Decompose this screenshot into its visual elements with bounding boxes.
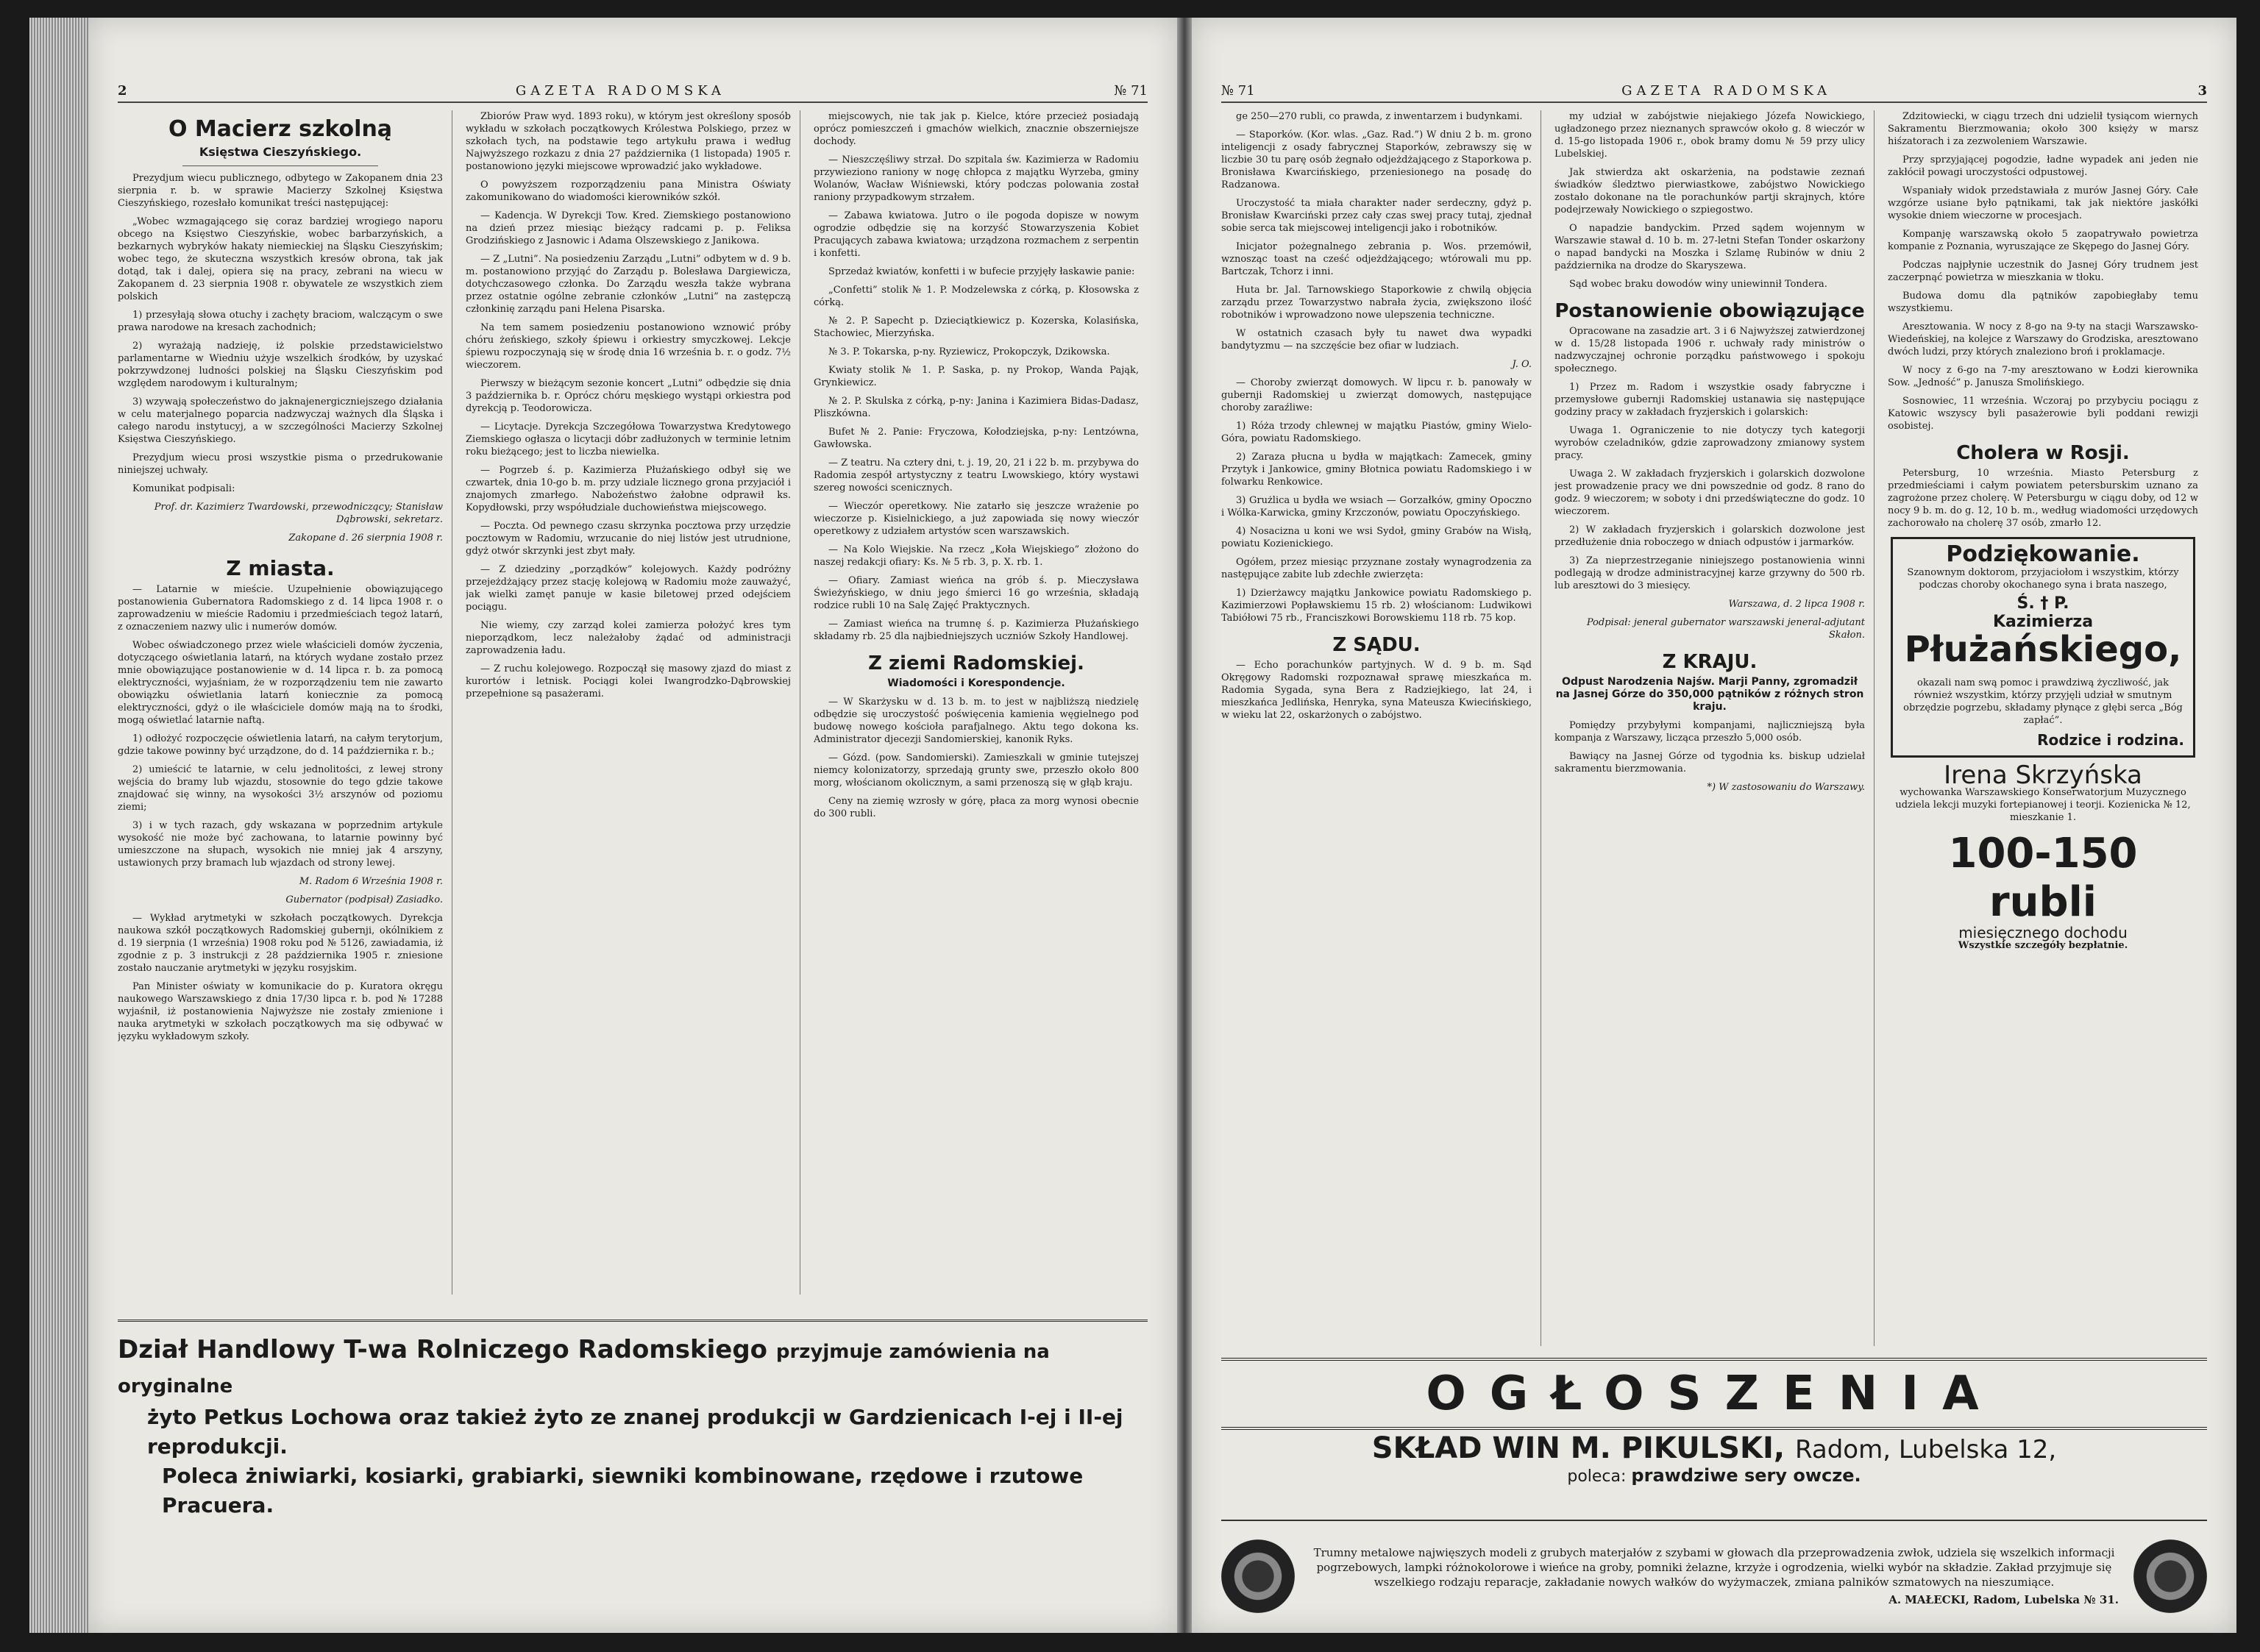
paragraph: Inicjator pożegnalnego zebrania p. Wos. przemówił, wznosząc toast na cześć odjeżdżającego; wtórowali mu pp. Bartczak, Tchorz i inni. xyxy=(1221,241,1532,277)
left-running-head xyxy=(118,79,1148,103)
paragraph: 3) Za nieprzestrzeganie niniejszego postanowienia winni podlegają w drodze administracyjnej karze grzywny do 500 rb. lub aresztowi do 3 miesięcy. xyxy=(1554,555,1865,591)
paragraph: Aresztowania. W nocy z 8-go na 9-ty na stacji Warszawsko-Wiedeńskiej, na kolejce z Warszawy do Grodziska, aresztowano dwóch ludzi, przy których znaleziono broń i proklamacje. xyxy=(1888,321,2198,357)
paragraph: Sąd wobec braku dowodów winy uniewinnił Tondera. xyxy=(1569,279,1827,290)
paragraph: „Wobec wzmagającego się coraz bardziej wrogiego naporu obcego na Księstwo Cieszyńskie, wobec barbarzyńskich, a bezkarnych wybryków hakaty niemieckiej na Śląsku Cieszyńskim; wobec tego, że skuteczna wszystkich kresów obrona, tak jak dotąd, tak i dalej, opiera się na pracy, zebrani na wiecu w Zakopanem d. 23 sierpnia 1908 r. obywatele ze wszystkich ziem polskich xyxy=(118,216,443,302)
emblem-icon xyxy=(1221,1539,1295,1613)
ad-line-1 xyxy=(118,1334,1148,1403)
paragraph: 3) wzywają społeczeństwo do jaknajenergiczniejszego działania w celu materjalnego poparcia nadzwyczaj ważnych dla Śląska i całego narodu instytucyj, a w szczególności Macierzy Szkolnej Księstwa Cieszyńskiego. xyxy=(118,396,443,445)
paragraph: — Ofiary. Zamiast wieńca na grób ś. p. Mieczysława Świeżyńskiego, w dniu jego śmierci 16 go września, składają rodzice rubli 10 na Salę Zajęć Praktycznych. xyxy=(814,575,1139,611)
paragraph: — Gózd. (pow. Sandomierski). Zamieszkali w gminie tutejszej niemcy kolonizatorzy, sprzedają grunty swe, przeszło około 800 morg, włościanom okolicznym, a sami przenoszą się w głąb kraju. xyxy=(814,752,1139,788)
paragraph: Bufet № 2. Panie: Fryczowa, Kołodziejska, p-ny: Lentzówna, Gawłowska. xyxy=(814,427,1139,450)
paragraph: Kwiaty stolik № 1. P. Saska, p. ny Prokop, Wanda Pająk, Grynkiewicz. xyxy=(814,365,1139,388)
signatories: Prof. dr. Kazimierz Twardowski, przewodniczący; Stanisław Dąbrowski, sekretarz. xyxy=(154,502,443,525)
paragraph: Zbiorów Praw wyd. 1893 roku), w którym jest określony sposób wykładu w szkołach początkowych Królestwa Polskiego, przez w szkołach tych, na podstawie tego artykułu prawa i według Najwyższego rozkazu z dnia 27 października (1 listopada) 1905 r. postanowiono języki miejscowe wprowadzić jako wykładowe. xyxy=(466,111,791,172)
wine-shop-offer-label: poleca: xyxy=(1567,1467,1627,1486)
book-edge xyxy=(29,18,88,1633)
paragraph: — W Skarżysku w d. 13 b. m. to jest w najbliższą niedzielę odbędzie się uroczystość poświęcenia kamienia węgielnego pod budowę nowego kościoła parafjalnego. Aktu tego dokona ks. Administrator djecezji Sandomierskiej, kanonik Ryks. xyxy=(814,697,1139,745)
paragraph: Wspaniały widok przedstawiała z murów Jasnej Góry. Całe wzgórze usiane było pątnikami, tak jak niektóre jaskółki wysokie dniem wieczorne w procesjach. xyxy=(1888,185,2198,221)
article-headline: O Macierz szkolną xyxy=(168,116,393,142)
paragraph: ge 250—270 rubli, co prawda, z inwentarzem i budynkami. xyxy=(1236,111,1523,122)
paragraph: Bawiący na Jasnej Górze od tygodnia ks. biskup udzielał sakramentu bierzmowania. xyxy=(1554,751,1865,775)
signature: Warszawa, d. 2 lipca 1908 r. xyxy=(1728,599,1865,610)
left-column-1 xyxy=(118,110,452,1295)
section-title: Z miasta. xyxy=(226,556,335,580)
right-column-1 xyxy=(1221,110,1541,1346)
paragraph: № 2. P. Skulska z córką, p-ny: Janina i Kazimiera Bidas-Dadasz, Pliszkówna. xyxy=(814,396,1139,419)
left-column-2 xyxy=(466,110,800,1295)
issue-number: № 71 xyxy=(1114,82,1148,99)
paragraph: — Z dziedziny „porządków” kolejowych. Każdy podróżny przejeżdżający przez stację kolejową w Radomiu może zauważyć, jak wielki zamęt panuje w kasie biletowej przed odejściem pociągu. xyxy=(466,564,791,613)
section-subtitle: Odpust Narodzenia Najśw. Marji Panny, zgromadził na Jasnej Górze do 350,000 pątników z różnych stron kraju. xyxy=(1555,676,1864,713)
right-column-2 xyxy=(1554,110,1875,1346)
article-subhead: Księstwa Cieszyńskiego. xyxy=(199,145,362,159)
paragraph: Huta br. Jal. Tarnowskiego Staporkowie z chwilą objęcia zarządu przez Towarzystwo nabrała życia, zwiększono ilość robotników i wprowadzono nowe ulepszenia techniczne. xyxy=(1221,285,1532,321)
dateline: Zakopane d. 26 sierpnia 1908 r. xyxy=(288,533,443,544)
paragraph: Przy sprzyjającej pogodzie, ładne wypadek ani jeden nie zakłócił powagi uroczystości odpustowej. xyxy=(1888,154,2198,178)
divider xyxy=(182,165,377,166)
coffin-maker-text-block xyxy=(1310,1545,2119,1607)
wine-shop-advertisement xyxy=(1221,1431,2207,1486)
ad-line-1-rest: przyjmuje zamówienia na oryginalne xyxy=(118,1341,1050,1398)
paragraph: Komunikat podpisali: xyxy=(132,483,235,494)
paragraph: Na tem samem posiedzeniu postanowiono wznowić próby chóru żeńskiego, szkoły śpiewu i orkiestry smyczkowej. Lekcje śpiewu rozpoczynają się w środę dnia 16 września b. r. o godz. 7½ wieczorem. xyxy=(466,322,791,371)
notice-signature: Rodzice i rodzina. xyxy=(2037,731,2184,749)
signature: J. O. xyxy=(1512,359,1532,370)
paragraph: № 3. P. Tokarska, p-ny. Ryziewicz, Prokopczyk, Dzikowska. xyxy=(828,346,1110,357)
wine-shop-offer: prawdziwe sery owcze. xyxy=(1631,1465,1861,1486)
paragraph: — Z teatru. Na cztery dni, t. j. 19, 20, 21 i 22 b. m. przybywa do Radomia zespół artystyczny z teatru Lwowskiego, który wystawi szereg nowości scenicznych. xyxy=(814,457,1139,494)
notice-surname: Płużańskiego, xyxy=(1904,629,2182,670)
music-teacher-name: Irena Skrzyńska xyxy=(1944,761,2142,790)
book-gutter xyxy=(1177,18,1192,1633)
thank-you-notice xyxy=(1891,537,2195,758)
coffin-maker-text: Trumny metalowe najwięszych modeli z grubych materjałów z szybami w głowach dla przeprowadzenia zwłok, udziela się wszelkich informacji pogrzebowych, lampki różnokolorowe i wieńce na groby, pomniki żelazne, krzyże i ogrodzenia, wielki wybór na składzie. Zakład przyjmuje się wszelkiego rodzaju reparacje, zakładanie nowych wałków do wyżymaczek, zmiana palników szmatowych na nieszumiące. xyxy=(1313,1546,2115,1589)
paragraph: № 2. P. Sapecht p. Dzieciątkiewicz p. Kozerska, Kolasińska, Stachowiec, Mierzyńska. xyxy=(814,316,1139,339)
page-number: 3 xyxy=(2197,82,2207,99)
paragraph: 1) odłożyć rozpoczęcie oświetlenia latarń, na całym terytorjum, gdzie takowe powinny być urządzone, do d. 14 października r. b.; xyxy=(118,733,443,757)
paragraph: Uroczystość ta miała charakter nader serdeczny, gdyż p. Bronisław Kwarciński przez cały czas swej pracy tutaj, zjednał sobie serca tak miejscowej inteligencji jako i robotników. xyxy=(1221,198,1532,234)
ad-line-2: żyto Petkus Lochowa oraz takież żyto ze znanej produkcji w Gardzienicach I-ej i II-ej reprodukcji. xyxy=(147,1405,1123,1459)
paragraph: — Zamiast wieńca na trumnę ś. p. Kazimierza Płużańskiego składamy rb. 25 dla najbiedniejszych uczniów Szkoły Handlowej. xyxy=(814,619,1139,642)
notice-name-prefix: Ś. † P. xyxy=(2016,594,2069,613)
paragraph: 2) Zaraza płucna u bydła w majątkach: Zamecek, gminy Przytyk i Jankowice, gminy Błotnica powiatu Radomskiego i w folwarku Renkowice. xyxy=(1221,452,1532,488)
paragraph: 3) Grużlica u bydła we wsiach — Gorzałków, gminy Opoczno i Wólka-Karwicka, gminy Krzczonów, powiatu Opoczyńskiego. xyxy=(1221,495,1532,519)
paragraph: Podczas najpłynie uczestnik do Jasnej Góry trudnem jest zaczerpnąć powietrza w mieszkania w tłoku. xyxy=(1888,260,2198,283)
paragraph: — Wieczór operetkowy. Nie zatarło się jeszcze wrażenie po wieczorze p. Kisielnickiego, a już zapowiada się nowy wieczór operetkowy z udziałem artystów scen warszawskich. xyxy=(814,501,1139,537)
music-teacher-text: wychowanka Warszawskiego Konserwatorjum Muzycznego udziela lekcji muzyki fortepianowej i teorji. Kozienicka № 12, mieszkanie 1. xyxy=(1895,787,2191,823)
paragraph: Zdzitowiecki, w ciągu trzech dni udzielił tysiącom wiernych Sakramentu Bierzmowania; około 300 księży w marsz hiśzatorach i za zezwoleniem Warszawie. xyxy=(1888,111,2198,147)
income-ad-text: Wszystkie szczegóły bezpłatnie. xyxy=(1958,940,2128,951)
section-title: Z SĄDU. xyxy=(1332,634,1421,656)
signature: M. Radom 6 Września 1908 r. xyxy=(299,876,443,887)
paragraph: Sprzedaż kwiatów, konfetti i w bufecie przyjęły łaskawie panie: xyxy=(828,266,1135,277)
paragraph: Nie wiemy, czy zarząd kolei zamierza położyć kres tym nieporządkom, lecz należałoby żądać od administracji zaprowadzenia ładu. xyxy=(466,620,791,656)
notice-title: Podziękowanie. xyxy=(1946,541,2140,567)
paragraph: miejscowych, nie tak jak p. Kielce, które przecież posiadają oprócz pomieszczeń i gmachów wielkich, znacznie obszerniejsze dochody. xyxy=(814,111,1139,147)
wine-shop-headline xyxy=(1221,1431,2207,1465)
paragraph: O powyższem rozporządzeniu pana Ministra Oświaty zakomunikowano do wiadomości kierowników szkół. xyxy=(466,179,791,203)
right-running-head xyxy=(1221,79,2207,103)
section-title: Cholera w Rosji. xyxy=(1956,442,2130,464)
running-title: GAZETA RADOMSKA xyxy=(1621,82,1832,99)
coffin-maker-signature: A. MAŁECKI, Radom, Lubelska № 31. xyxy=(1888,1593,2119,1606)
paragraph: — Choroby zwierząt domowych. W lipcu r. b. panowały w gubernji Radomskiej u zwierząt domowych, następujące choroby zaraźliwe: xyxy=(1221,377,1532,413)
notice-text-2: okazali nam swą pomoc i prawdziwą życzliwość, jak również wszystkim, którzy przyjęli udział w smutnym obrzędzie pogrzebu, składamy płynące z głębi serca „Bóg zapłać”. xyxy=(1903,677,2183,726)
paragraph: W nocy z 6-go na 7-my aresztowano w Łodzi kierownika Sow. „Jedność” p. Janusza Smolińskiego. xyxy=(1888,365,2198,388)
paragraph: — Nieszczęśliwy strzał. Do szpitala św. Kazimierza w Radomiu przywieziono raniony w nogę chłopca z majątku Wyrzeba, gminy Wolanów, Wacław Wiśniewski, który podczas polowania został raniony przypadkowym strzałem. xyxy=(814,154,1139,203)
wine-shop-subline xyxy=(1221,1465,2207,1486)
paragraph: Pierwszy w bieżącym sezonie koncert „Lutni” odbędzie się dnia 3 października b. r. Oprócz chóru męskiego wystąpi orkiestra pod dyrekcją p. Teodorowicza. xyxy=(466,378,791,414)
right-columns xyxy=(1221,110,2207,1346)
paragraph: Pan Minister oświaty w komunikacie do p. Kuratora okręgu naukowego Warszawskiego z dnia 17/30 lipca r. b. pod № 17288 wyjaśnił, iż postanowienia Najwyższe nie zostały zmienione i nauka arytmetyki w szkołach początkowych ma się odbywać w języku wykładowym szkoły. xyxy=(118,981,443,1042)
paragraph: 2) W zakładach fryzjerskich i golarskich dozwolone jest przedłużenie dnia roboczego w dniach odpustów i jarmarków. xyxy=(1554,524,1865,548)
paragraph: — Poczta. Od pewnego czasu skrzynka pocztowa przy urzędzie pocztowym w Radomiu, wrzucanie do niej listów jest utrudnione, gdyż otwór skrzynki jest zbyt mały. xyxy=(466,521,791,557)
running-title: GAZETA RADOMSKA xyxy=(515,82,725,99)
wine-shop-name: SKŁAD WIN M. PIKULSKI, xyxy=(1371,1431,1785,1465)
newspaper-spread xyxy=(29,18,2236,1636)
paragraph: — Echo porachunków partyjnych. W d. 9 b. m. Sąd Okręgowy Radomski rozpoznawał sprawę mieszkańca m. Radomia Sygada, syna Bera z Radziejkiego, lat 24, i mieszkańca Jedlińska, Henryka, syna Mateusza Kwiecińskiego, w wieku lat 22, oskarżonych o zabójstwo. xyxy=(1221,660,1532,721)
paragraph: Ogółem, przez miesiąc przyznane zostały wynagrodzenia za następujące zabite lub zdechłe zwierzęta: xyxy=(1221,557,1532,580)
paragraph: — Wykład arytmetyki w szkołach początkowych. Dyrekcja naukowa szkół początkowych Radomskiej gubernji, okólnikiem z d. 19 sierpnia (1 września) 1908 roku pod № 5126, zawiadamia, iż zgodnie z p. 3 instrukcji z 28 października 1905 r. zniesione zostało nauczanie arytmetyki w języku rosyjskim. xyxy=(118,913,443,974)
footnote: *) W zastosowaniu do Warszawy. xyxy=(1707,782,1865,793)
paragraph: — Z „Lutni”. Na posiedzeniu Zarządu „Lutni” odbytem w d. 9 b. m. postanowiono przyjąć do Zarządu p. Bolesława Dargiewicza, dotychczasowego członka. Do Zarządu weszła także wybrana przez ostatnie ogólne zebranie członków „Lutni” na zastępczą członkinię zarządu pani Helena Pisarska. xyxy=(466,254,791,315)
income-ad-subline: miesięcznego dochodu xyxy=(1958,924,2128,941)
paragraph: 4) Nosacizna u koni we wsi Sydoł, gminy Grabów na Wisłą, powiatu Kozienickiego. xyxy=(1221,526,1532,549)
paragraph: 1) Róża trzody chlewnej w majątku Piastów, gminy Wielo-Góra, powiatu Radomskiego. xyxy=(1221,421,1532,444)
paragraph: — Zabawa kwiatowa. Jutro o ile pogoda dopisze w nowym ogrodzie odbędzie się na korzyść Stowarzyszenia Kobiet Pracujących zabawa kwiatowa; urządzona rozmachem z serpentin i konfetti. xyxy=(814,210,1139,259)
medal-icon xyxy=(2133,1539,2207,1613)
left-column-3 xyxy=(814,110,1148,1295)
paragraph: Jak stwierdza akt oskarżenia, na podstawie zeznań świadków śledztwo pierwiastkowe, zabójstwo Nowickiego zostało dokonane na tle porachunków partji skrajnych, które podejrzewały Nowickiego o szpiegostwo. xyxy=(1554,167,1865,216)
paragraph: Prezydjum wiecu prosi wszystkie pisma o przedrukowanie niniejszej uchwały. xyxy=(118,452,443,476)
right-page xyxy=(1192,18,2236,1633)
notice-first-name: Kazimierza xyxy=(1992,613,2094,631)
signature: Podpisał: jeneral gubernator warszawski jeneral-adjutant Skałon. xyxy=(1586,617,1865,641)
paragraph: Budowa domu dla pątników zapobiegłaby temu wszystkiemu. xyxy=(1888,291,2198,314)
paragraph: 1) Przez m. Radom i wszystkie osady fabryczne i przemysłowe gubernji Radomskiej ustanawia się następujące godziny pracy w zakładach fryzjerskich i golarskich: xyxy=(1554,382,1865,418)
paragraph: 1) przesyłają słowa otuchy i zachęty braciom, walczącym o swe prawa narodowe na kresach zachodnich; xyxy=(118,310,443,333)
paragraph: Sosnowiec, 11 września. Wczoraj po przybyciu pociągu z Katowic wszyscy byli pasażerowie byli poddani rewizji osobistej. xyxy=(1888,396,2198,432)
wine-shop-address: Radom, Lubelska 12, xyxy=(1794,1435,2057,1464)
issue-number: № 71 xyxy=(1221,82,1255,99)
announcements-banner: OGŁOSZENIA xyxy=(1221,1358,2207,1430)
paragraph: Prezydjum wiecu publicznego, odbytego w Zakopanem dnia 23 sierpnia r. b. w sprawie Macierzy Szkolnej Księstwa Cieszyńskiego, rozesłało komunikat treści następującej: xyxy=(118,173,443,209)
paragraph: Kompanję warszawską około 5 zaopatrywało powietrza kompanie z Poznania, wyruszające ze Skępego do Jasnej Góry. xyxy=(1888,229,2198,252)
right-column-3 xyxy=(1888,110,2207,1346)
section-title: Z KRAJU. xyxy=(1662,651,1758,673)
paragraph: Ceny na ziemię wzrosły w górę, płaca za morg wynosi obecnie do 300 rubli. xyxy=(814,796,1139,819)
paragraph: — Staporków. (Kor. wlas. „Gaz. Rad.”) W dniu 2 b. m. grono inteligencji z osady fabrycznej Staporków, zebrawszy się w liczbie 30 tu parę osób żegnało odjeżdżającego z Staporkowa p. Bronisława Kwarcińskiego, przeniesionego na posadę do Radzanowa. xyxy=(1221,129,1532,191)
section-title: Postanowienie obowiązujące xyxy=(1554,300,1865,322)
paragraph: Uwaga 1. Ograniczenie to nie dotyczy tych kategorji wyrobów czeladników, gdzie zaprowadzony zmianowy system pracy. xyxy=(1554,425,1865,461)
left-page xyxy=(88,18,1177,1633)
income-ad-headline: 100-150 rubli xyxy=(1948,830,2138,926)
notice-text: Szanownym doktorom, przyjaciołom i wszystkim, którzy podczas choroby okochanego syna i brata naszego, xyxy=(1907,567,2179,591)
paragraph: W ostatnich czasach były tu nawet dwa wypadki bandytyzmu — na szczęście bez ofiar w ludziach. xyxy=(1221,328,1532,352)
paragraph: O napadzie bandyckim. Przed sądem wojennym w Warszawie stawał d. 10 b. m. 27-letni Stefan Tonder oskarżony o napad bandycki na Moszka i Szlamę Rubinów w dniu 2 października na drodze do Skaryszewa. xyxy=(1554,223,1865,271)
left-columns xyxy=(118,110,1148,1295)
paragraph: — Licytacje. Dyrekcja Szczegółowa Towarzystwa Kredytowego Ziemskiego ogłasza o licytacji dóbr zadłużonych w terminie letnim roku bieżącego; jest to liczba niewielka. xyxy=(466,421,791,457)
paragraph: Petersburg, 10 września. Miasto Petersburg z przedmieściami i całym powiatem petersburskim uznano za zagrożone przez cholerę. W Petersburgu w ciągu doby, od 12 w nocy 9 b. m. do g. 12, 10 b. m., według wiadomości urzędowych zachorowało na cholerę 37 osób, zmarło 12. xyxy=(1888,468,2198,529)
paragraph: Wobec oświadczonego przez wiele właścicieli domów życzenia, dotyczącego oświetlania latarń, na których wydane zostało przez mnie obowiązujące postanowienie w d. 14 lipca r. b. za pomocą elektryczności, wyjaśniam, że w rozporządzeniu tem nie zawarto obowiązku oświetlania latarń koniecznie za pomocą elektryczności, gdyż o ile właściciele domów mają na to środki, mogą oświetlać latarnie naftą. xyxy=(118,640,443,726)
coffin-maker-advertisement xyxy=(1221,1520,2207,1624)
paragraph: — Z ruchu kolejowego. Rozpoczął się masowy zjazd do miast z kurortów i letnisk. Pociągi kolei Iwangrodzko-Dąbrowskiej przepełnione są pasażerami. xyxy=(466,663,791,699)
section-title: Z ziemi Radomskiej. xyxy=(868,652,1084,674)
paragraph: — Na Kolo Wiejskie. Na rzecz „Koła Wiejskiego” złożono do naszej redakcji ofiary: Ks. № 5 rb. 3, p. X. rb. 1. xyxy=(814,544,1139,568)
paragraph: — Kadencja. W Dyrekcji Tow. Kred. Ziemskiego postanowiono na dzień przez miesiąc bieżący radcami p. p. Feliksa Grodzińskiego z Jasnowic i Adama Olszewskiego z Janikowa. xyxy=(466,210,791,246)
paragraph: — Pogrzeb ś. p. Kazimierza Płużańskiego odbył się we czwartek, dnia 10-go b. m. przy udziale licznego grona przyjaciół i znajomych zmarłego. Nabożeństwo żałobne odprawił ks. Kopydłowski, przy współudziale duchowieństwa miejscowego. xyxy=(466,465,791,513)
ad-line-3: Poleca żniwiarki, kosiarki, grabiarki, siewniki kombinowane, rzędowe i rzutowe Pracuera. xyxy=(162,1464,1084,1517)
paragraph: 3) i w tych razach, gdy wskazana w poprzednim artykule wysokość nie może być zachowana, to latarnie powinny być umieszczone na słupach, wysokich nie mniej jak 4 arszyny, ustawionych przy bramach lub wjazdach od strony lewej. xyxy=(118,820,443,869)
signature: Gubernator (podpisał) Zasiadko. xyxy=(285,894,443,905)
paragraph: Opracowane na zasadzie art. 3 i 6 Najwyższej zatwierdzonej w d. 15/28 listopada 1906 r. uchwały rady ministrów o nadzwyczajnej ochronie porządku państwowego i spokoju społecznego. xyxy=(1554,326,1865,374)
section-subtitle: Wiadomości i Korespondencje. xyxy=(887,677,1065,689)
paragraph: 2) wyrażają nadzieję, iż polskie przedstawicielstwo parlamentarne w Wiedniu użyje wszelkich środków, by uzyskać pokrzywdzonej ludności polskiej na Śląsku Cieszyńskim pod względem narodowym i kulturalnym; xyxy=(118,341,443,389)
paragraph: 2) umieścić te latarnie, w celu jednolitości, z lewej strony wejścia do bramy lub wjazdu, stosownie do tego gdzie takowe znajdować się winny, na wysokości 3½ arszynów od poziomu ziemi; xyxy=(118,764,443,813)
paragraph: my udział w zabójstwie niejakiego Józefa Nowickiego, ugładzonego przez nieznanych sprawców około g. 8 wieczór w d. 15-go listopada 1906 r., obok bramy domu № 59 przy ulicy Lubelskiej. xyxy=(1554,111,1865,160)
paragraph: Uwaga 2. W zakładach fryzjerskich i golarskich dozwolone jest prowadzenie pracy we dni powszednie od godz. 8 rano do godz. 9 wieczorem; w soboty i dni przedświąteczne do godz. 10 wieczorem. xyxy=(1554,469,1865,517)
ad-line-1-main: Dział Handlowy T-wa Rolniczego Radomskiego xyxy=(118,1335,768,1364)
paragraph: „Confetti” stolik № 1. P. Modzelewska z córką, p. Kłosowska z córką. xyxy=(814,285,1139,308)
paragraph: 1) Dzierżawcy majątku Jankowice powiatu Radomskiego p. Kazimierzowi Popławskiemu 15 rb. 2) włościanom: Ludwikowi Tabiółowi 75 rb., Franciszkowi Borowskiemu 118 rb. 75 kop. xyxy=(1221,588,1532,624)
agricultural-advertisement xyxy=(118,1320,1148,1517)
page-number: 2 xyxy=(118,82,127,99)
paragraph: Pomiędzy przybyłymi kompanjami, najliczniejszą była kompanja z Warszawy, licząca przeszło 5,000 osób. xyxy=(1554,720,1865,744)
paragraph: — Latarnie w mieście. Uzupełnienie obowiązującego postanowienia Gubernatora Radomskiego z d. 14 lipca 1908 r. o zaprowadzeniu w mieście Radomiu i przedmieściach tegoż latarń, z oznaczeniem nazwy ulic i numerów domów. xyxy=(118,584,443,633)
